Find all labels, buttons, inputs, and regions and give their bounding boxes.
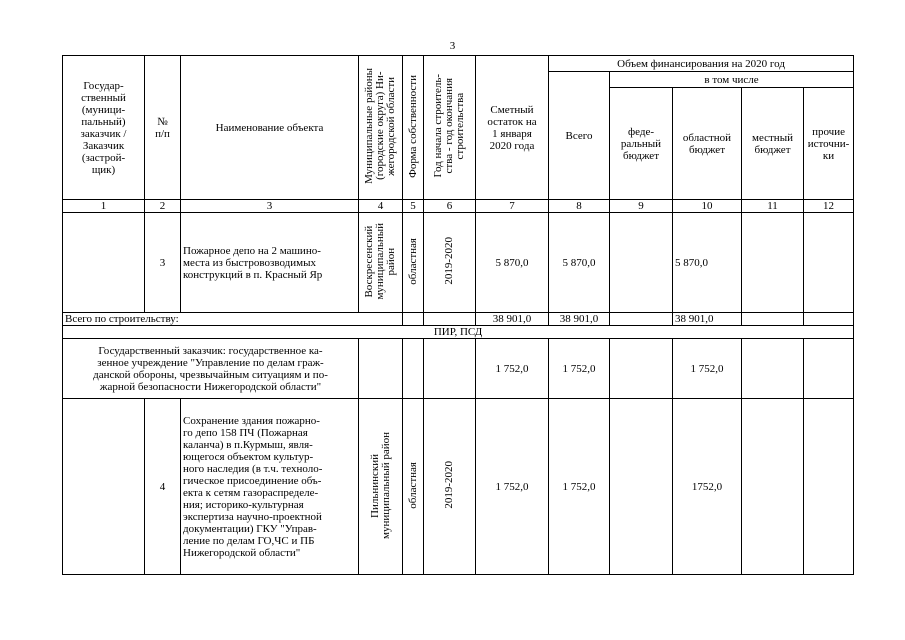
col-num-2: 2 xyxy=(145,200,181,213)
construction-total-row xyxy=(63,313,854,326)
row3-years xyxy=(424,213,476,313)
customer-balance: 1 752,0 xyxy=(476,339,549,399)
col-num-4: 4 xyxy=(359,200,403,213)
column-numbers-row xyxy=(63,200,854,213)
row4-other xyxy=(804,399,854,575)
row4-local xyxy=(742,399,804,575)
row3-local xyxy=(742,213,804,313)
section-row xyxy=(63,326,854,339)
header-including: в том числе xyxy=(610,72,854,88)
header-funding-group: Объем финансирования на 2020 год xyxy=(549,56,854,72)
header-balance: Сметный остаток на 1 января 2020 года xyxy=(476,56,549,200)
row3-municipal xyxy=(359,213,403,313)
customer-federal xyxy=(610,339,673,399)
row4-num: 4 xyxy=(145,399,181,575)
header-years xyxy=(424,56,476,200)
row3-ownership xyxy=(403,213,424,313)
col-num-3: 3 xyxy=(181,200,359,213)
row4-ownership-text: областная xyxy=(406,461,419,509)
page-number: 3 xyxy=(449,40,456,52)
header-local: местный бюджет xyxy=(742,88,804,200)
customer-years xyxy=(424,339,476,399)
col-num-5: 5 xyxy=(403,200,424,213)
col-num-8: 8 xyxy=(549,200,610,213)
row4-municipal-text: Пильнинский муниципальный район xyxy=(368,431,392,539)
row3-federal xyxy=(610,213,673,313)
row4-customer xyxy=(63,399,145,575)
col-num-1: 1 xyxy=(63,200,145,213)
row4-municipal xyxy=(359,399,403,575)
construction-total-other xyxy=(804,313,854,326)
row3-customer xyxy=(63,213,145,313)
header-num: № п/п xyxy=(145,56,181,200)
header-federal: феде- ральный бюджет xyxy=(610,88,673,200)
construction-total-balance: 38 901,0 xyxy=(476,313,549,326)
customer-other xyxy=(804,339,854,399)
construction-total-total: 38 901,0 xyxy=(549,313,610,326)
customer-row xyxy=(63,339,854,399)
row4-ownership xyxy=(403,399,424,575)
row4-name: Сохранение здания пожарно- го депо 158 ПЧ (Пожарная каланча) в п.Курмыш, явля- ющегося объектом культур- ного наследия (в т.ч. техноло- гическое присоединение объ- екта к сетям газораспределе- ния; историко-культурная экспертиза научно-проектной документации) ГКУ "Управ- ление по делам ГО,ЧС и ПБ Нижегородской области" xyxy=(181,399,359,575)
col-num-12: 12 xyxy=(804,200,854,213)
customer-ownership xyxy=(403,339,424,399)
row3-years-text: 2019-2020 xyxy=(443,237,455,285)
row4-regional: 1752,0 xyxy=(673,399,742,575)
customer-municipal xyxy=(359,339,403,399)
construction-total-label: Всего по строительству: xyxy=(63,313,403,326)
header-municipal-text: Муниципальные районы (городские округа) Ни- жегородской области xyxy=(363,68,397,184)
header-ownership-text: Форма собственности xyxy=(406,74,419,178)
section-title: ПИР, ПСД xyxy=(63,326,854,339)
row3-regional: 5 870,0 xyxy=(673,213,742,313)
header-municipal xyxy=(359,56,403,200)
customer-regional: 1 752,0 xyxy=(673,339,742,399)
customer-local xyxy=(742,339,804,399)
header-object-name: Наименование объекта xyxy=(181,56,359,200)
row3-municipal-text: Воскресенский муниципальный район xyxy=(363,222,397,300)
customer-label: Государственный заказчик: государственное ка- зенное учреждение "Управление по делам граж- данской обороны, чрезвычайным ситуациям и по- жарной безопасности Нижегородской области" xyxy=(63,339,359,399)
construction-total-years xyxy=(424,313,476,326)
row3-balance: 5 870,0 xyxy=(476,213,549,313)
header-ownership xyxy=(403,56,424,200)
row4-years-text: 2019-2020 xyxy=(443,461,455,509)
row4-federal xyxy=(610,399,673,575)
table-row-4 xyxy=(63,399,854,575)
header-years-text: Год начала строитель- ства - год окончания строительства xyxy=(432,74,466,178)
row4-years xyxy=(424,399,476,575)
table-row-3 xyxy=(63,213,854,313)
row3-other xyxy=(804,213,854,313)
row3-num: 3 xyxy=(145,213,181,313)
construction-total-federal xyxy=(610,313,673,326)
header-customer: Государ- ственный (муници- пальный) заказчик / Заказчик (застрой- щик) xyxy=(63,56,145,200)
col-num-11: 11 xyxy=(742,200,804,213)
construction-total-ownership xyxy=(403,313,424,326)
financing-table xyxy=(62,55,854,575)
header-row-1 xyxy=(63,56,854,72)
col-num-9: 9 xyxy=(610,200,673,213)
row3-name: Пожарное депо на 2 машино- места из быстровозводимых конструкций в п. Красный Яр xyxy=(181,213,359,313)
col-num-7: 7 xyxy=(476,200,549,213)
row4-total: 1 752,0 xyxy=(549,399,610,575)
customer-total: 1 752,0 xyxy=(549,339,610,399)
header-other: прочие источни- ки xyxy=(804,88,854,200)
row4-balance: 1 752,0 xyxy=(476,399,549,575)
construction-total-regional: 38 901,0 xyxy=(673,313,742,326)
construction-total-local xyxy=(742,313,804,326)
col-num-6: 6 xyxy=(424,200,476,213)
col-num-10: 10 xyxy=(673,200,742,213)
row3-total: 5 870,0 xyxy=(549,213,610,313)
header-regional: областной бюджет xyxy=(673,88,742,200)
header-total: Всего xyxy=(549,72,610,200)
row3-ownership-text: областная xyxy=(406,237,419,285)
